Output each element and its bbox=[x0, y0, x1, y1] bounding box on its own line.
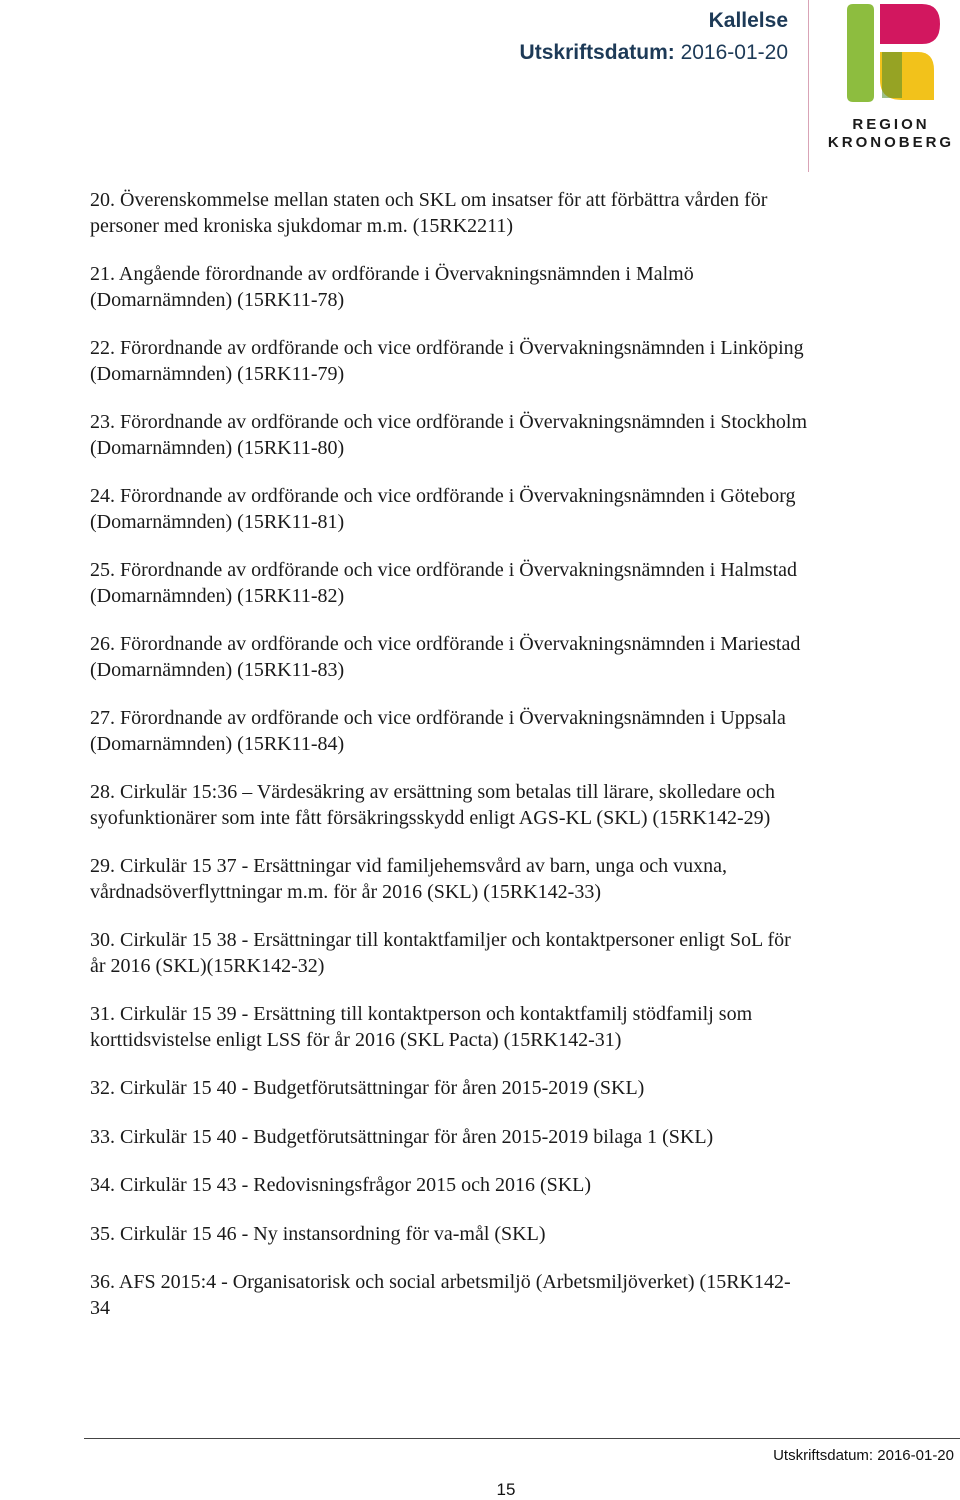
agenda-item-33: 33. Cirkulär 15 40 - Budgetförutsättningar för åren 2015-2019 bilaga 1 (SKL) bbox=[90, 1125, 714, 1148]
agenda-item-23: 23. Förordnande av ordförande och vice ordförande i Övervakningsnämnden i Stockholm (Domarnämnden) (15RK11-80) bbox=[90, 411, 808, 459]
agenda-item-27: 27. Förordnande av ordförande och vice ordförande i Övervakningsnämnden i Uppsala (Domarnämnden) (15RK11-84) bbox=[90, 707, 786, 755]
agenda-item-29: 29. Cirkulär 15 37 - Ersättningar vid familjehemsvård av barn, unga och vuxna, vårdnadsöverflyttningar m.m. för år 2016 (SKL) (15RK142-33) bbox=[90, 855, 728, 903]
logo-line-kronoberg: KRONOBERG bbox=[827, 134, 955, 151]
page-header bbox=[520, 8, 788, 66]
agenda-item-22: 22. Förordnande av ordförande och vice ordförande i Övervakningsnämnden i Linköping (Domarnämnden) (15RK11-79) bbox=[90, 337, 804, 385]
logo-line-region: REGION bbox=[852, 116, 930, 133]
footer-divider bbox=[84, 1438, 960, 1439]
agenda-item-25: 25. Förordnande av ordförande och vice ordförande i Övervakningsnämnden i Halmstad (Domarnämnden) (15RK11-82) bbox=[90, 559, 798, 607]
agenda-list bbox=[90, 188, 810, 1344]
footer-print-date: Utskriftsdatum: 2016-01-20 bbox=[773, 1447, 954, 1464]
page-number: 15 bbox=[496, 1480, 516, 1499]
print-date-label: Utskriftsdatum: bbox=[519, 41, 675, 64]
agenda-item-32: 32. Cirkulär 15 40 - Budgetförutsättningar för åren 2015-2019 (SKL) bbox=[90, 1077, 645, 1099]
agenda-item-26: 26. Förordnande av ordförande och vice ordförande i Övervakningsnämnden i Mariestad (Domarnämnden) (15RK11-83) bbox=[90, 633, 801, 681]
print-date bbox=[520, 40, 788, 66]
logo-pink-shape bbox=[880, 4, 940, 44]
agenda-item-20: 20. Överenskommelse mellan staten och SKL om insatser för att förbättra vården för personer med kroniska sjukdomar m.m. (15RK2211) bbox=[90, 189, 768, 237]
logo-wordmark bbox=[822, 116, 960, 152]
document-type-title: Kallelse bbox=[708, 9, 788, 32]
agenda-item-28: 28. Cirkulär 15:36 – Värdesäkring av ersättning som betalas till lärare, skolledare och syofunktionärer som inte fått försäkringsskydd enligt AGS-KL (SKL) (15RK142-29) bbox=[90, 781, 775, 829]
logo-divider bbox=[808, 0, 809, 172]
agenda-item-34: 34. Cirkulär 15 43 - Redovisningsfrågor 2015 och 2016 (SKL) bbox=[90, 1174, 592, 1196]
agenda-item-30: 30. Cirkulär 15 38 - Ersättningar till kontaktfamiljer och kontaktpersoner enligt SoL för år 2016 (SKL)(15RK142-32) bbox=[90, 929, 791, 977]
agenda-item-31: 31. Cirkulär 15 39 - Ersättning till kontaktperson och kontaktfamilj stödfamilj som korttidsvistelse enligt LSS för år 2016 (SKL Pacta) (15RK142-31) bbox=[90, 1003, 753, 1051]
agenda-item-21: 21. Angående förordnande av ordförande i Övervakningsnämnden i Malmö (Domarnämnden) (15RK11-78) bbox=[90, 263, 694, 311]
logo-darkgreen-shape bbox=[882, 52, 902, 98]
print-date-value: 2016-01-20 bbox=[680, 41, 788, 64]
agenda-item-24: 24. Förordnande av ordförande och vice ordförande i Övervakningsnämnden i Göteborg (Domarnämnden) (15RK11-81) bbox=[90, 485, 796, 533]
logo-green-k-stem bbox=[847, 4, 874, 102]
agenda-item-35: 35. Cirkulär 15 46 - Ny instansordning för va-mål (SKL) bbox=[90, 1222, 546, 1245]
agenda-item-36: 36. AFS 2015:4 - Organisatorisk och social arbetsmiljö (Arbetsmiljöverket) (15RK142-34 bbox=[90, 1271, 791, 1319]
